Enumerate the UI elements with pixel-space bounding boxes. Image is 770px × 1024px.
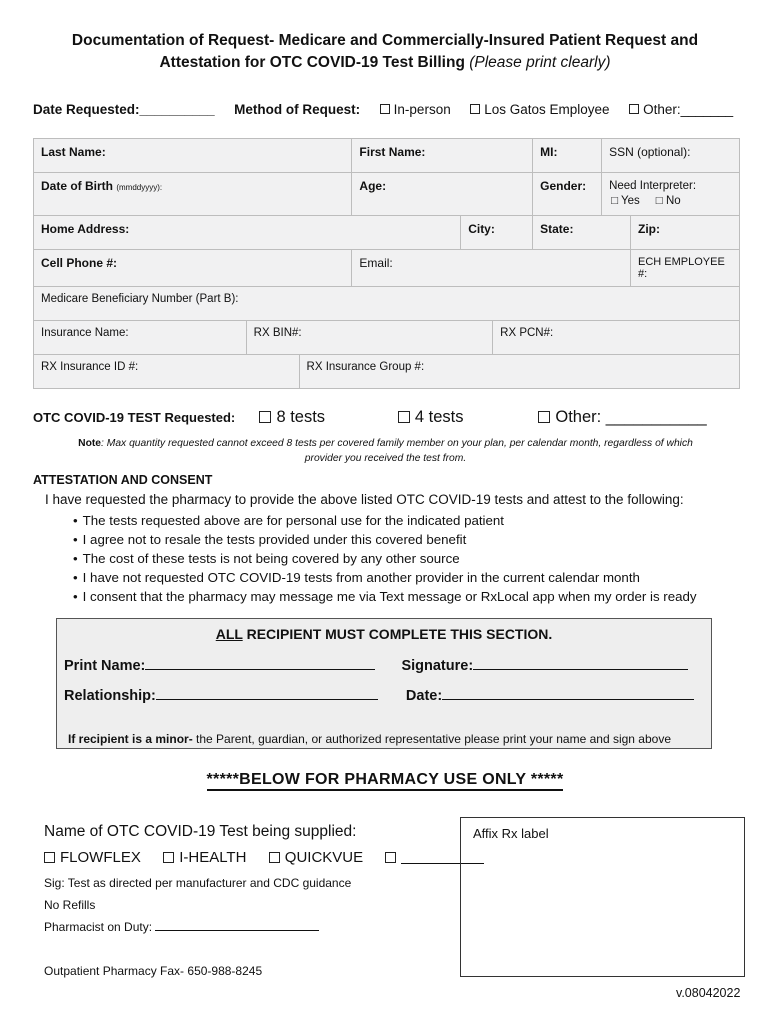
request-line [33, 102, 753, 117]
brand-options [44, 849, 484, 866]
pharmacist-on-duty-label: Pharmacist on Duty: [44, 920, 153, 934]
age-field[interactable]: Age: [352, 173, 533, 216]
in-person-checkbox[interactable] [380, 104, 390, 114]
minor-instruction [68, 732, 671, 746]
flowflex-checkbox[interactable] [44, 852, 55, 863]
medicare-number-field[interactable]: Medicare Beneficiary Number (Part B): [34, 287, 740, 321]
otc-4-tests-checkbox[interactable] [398, 411, 410, 423]
version-number: v.08042022 [676, 986, 741, 1000]
recipient-section [56, 618, 712, 749]
dob-field[interactable] [34, 173, 352, 216]
minor-text: the Parent, guardian, or authorized representative please print your name and sign above [192, 732, 672, 746]
otc-option-other [538, 408, 706, 427]
ihealth-checkbox[interactable] [163, 852, 174, 863]
rx-label-box [460, 817, 745, 977]
other-brand-checkbox[interactable] [385, 852, 396, 863]
title-line-2-text: Attestation for OTC COVID-19 Test Billing [159, 54, 465, 71]
attestation-heading: ATTESTATION AND CONSENT [33, 473, 213, 487]
cell-phone-field[interactable]: Cell Phone #: [34, 250, 352, 287]
otc-option-4 [398, 408, 534, 427]
note-text-2: provider you received the test from. [304, 453, 467, 464]
rx-insurance-group-field[interactable]: RX Insurance Group #: [299, 355, 739, 389]
other-method-checkbox[interactable] [629, 104, 639, 114]
recipient-heading-all: ALL [215, 626, 243, 642]
pharmacy-fax: Outpatient Pharmacy Fax- 650-988-8245 [44, 964, 263, 978]
first-name-field[interactable]: First Name: [352, 139, 533, 173]
title-line-2-italic: (Please print clearly) [469, 54, 611, 71]
los-gatos-employee-label: Los Gatos Employee [484, 102, 610, 117]
dob-label: Date of Birth [41, 179, 113, 193]
pharmacy-heading-text: *****BELOW FOR PHARMACY USE ONLY ***** [207, 771, 564, 791]
ihealth-label: I-HEALTH [179, 849, 247, 866]
quickvue-checkbox[interactable] [269, 852, 280, 863]
other-method-label: Other:_______ [643, 102, 734, 117]
los-gatos-employee-checkbox[interactable] [470, 104, 480, 114]
in-person-label: In-person [393, 102, 451, 117]
recipient-heading-rest: RECIPIENT MUST COMPLETE THIS SECTION. [242, 626, 553, 642]
otc-4-tests-label: 4 tests [414, 408, 464, 426]
interpreter-options [609, 194, 732, 209]
supplied-label: Name of OTC COVID-19 Test being supplied: [44, 823, 357, 840]
interpreter-no-checkbox[interactable]: □ [655, 195, 663, 207]
attestation-item: • The tests requested above are for personal use for the indicated patient [73, 511, 697, 530]
form-title [0, 30, 770, 74]
city-field[interactable]: City: [461, 216, 533, 250]
signature-label: Signature: [401, 658, 474, 674]
attestation-item: • I have not requested OTC COVID-19 tests from another provider in the current calendar month [73, 568, 697, 587]
zip-field[interactable]: Zip: [631, 216, 740, 250]
title-line-1: Documentation of Request- Medicare and Commercially-Insured Patient Request and [71, 32, 699, 49]
attestation-item: • The cost of these tests is not being covered by any other source [73, 549, 697, 568]
gender-field[interactable]: Gender: [533, 173, 602, 216]
date-requested-label: Date Requested:__________ [33, 102, 215, 117]
date-label: Date: [405, 688, 443, 704]
sig-text: Sig: Test as directed per manufacturer and CDC guidance [44, 876, 352, 890]
otc-requested-label: OTC COVID-19 TEST Requested: [33, 410, 236, 425]
ssn-field[interactable]: SSN (optional): [602, 139, 740, 173]
insurance-name-field[interactable]: Insurance Name: [34, 321, 247, 355]
pharmacist-on-duty-input[interactable] [155, 920, 319, 931]
patient-info-table [33, 138, 740, 389]
rx-label-text: Affix Rx label [473, 826, 549, 841]
ech-employee-field[interactable]: ECH EMPLOYEE #: [631, 250, 740, 287]
last-name-field[interactable]: Last Name: [34, 139, 352, 173]
interpreter-yes-label: Yes [621, 195, 640, 207]
date-input[interactable] [442, 686, 694, 700]
state-field[interactable]: State: [533, 216, 631, 250]
relationship-input[interactable] [156, 686, 378, 700]
otc-option-8 [259, 408, 393, 427]
attestation-intro: I have requested the pharmacy to provide the above listed OTC COVID-19 tests and attest to the following: [45, 492, 684, 507]
pharmacist-on-duty [44, 920, 319, 934]
relationship-row [64, 686, 694, 704]
method-of-request-label: Method of Request: [234, 102, 361, 117]
signature-input[interactable] [473, 656, 688, 670]
rx-bin-field[interactable]: RX BIN#: [246, 321, 493, 355]
relationship-label: Relationship: [64, 688, 156, 704]
otc-other-checkbox[interactable] [538, 411, 550, 423]
otc-8-tests-label: 8 tests [276, 408, 326, 426]
attestation-item: • I agree not to resale the tests provided under this covered benefit [73, 530, 697, 549]
otc-8-tests-checkbox[interactable] [259, 411, 271, 423]
title-line-2 [0, 52, 770, 74]
mi-field[interactable]: MI: [533, 139, 602, 173]
interpreter-no-label: No [665, 195, 681, 207]
flowflex-label: FLOWFLEX [60, 849, 141, 866]
rx-insurance-id-field[interactable]: RX Insurance ID #: [34, 355, 300, 389]
refills-text: No Refills [44, 898, 96, 912]
pharmacy-heading [0, 771, 770, 789]
interpreter-field [602, 173, 740, 216]
print-name-input[interactable] [145, 656, 375, 670]
minor-bold: If recipient is a minor- [68, 732, 193, 746]
otc-request-line [33, 408, 753, 427]
print-name-row [64, 656, 688, 674]
recipient-heading [57, 626, 711, 642]
email-field[interactable]: Email: [352, 250, 631, 287]
interpreter-label: Need Interpreter: [609, 180, 697, 192]
attestation-list [73, 511, 697, 606]
note-text-1: : Max quantity requested cannot exceed 8 tests per covered family member on your plan, per calendar month, regardless of which [101, 438, 693, 449]
quickvue-label: QUICKVUE [284, 849, 364, 866]
print-name-label: Print Name: [64, 658, 146, 674]
note-label: Note [78, 438, 102, 449]
quantity-note [33, 436, 738, 466]
dob-format: (mmddyyyy): [116, 183, 163, 192]
rx-pcn-field[interactable]: RX PCN#: [493, 321, 740, 355]
home-address-field[interactable]: Home Address: [34, 216, 461, 250]
attestation-item: • I consent that the pharmacy may message me via Text message or RxLocal app when my order is ready [73, 587, 697, 606]
otc-other-label: Other: ___________ [555, 408, 707, 426]
interpreter-yes-checkbox[interactable]: □ [611, 195, 619, 207]
